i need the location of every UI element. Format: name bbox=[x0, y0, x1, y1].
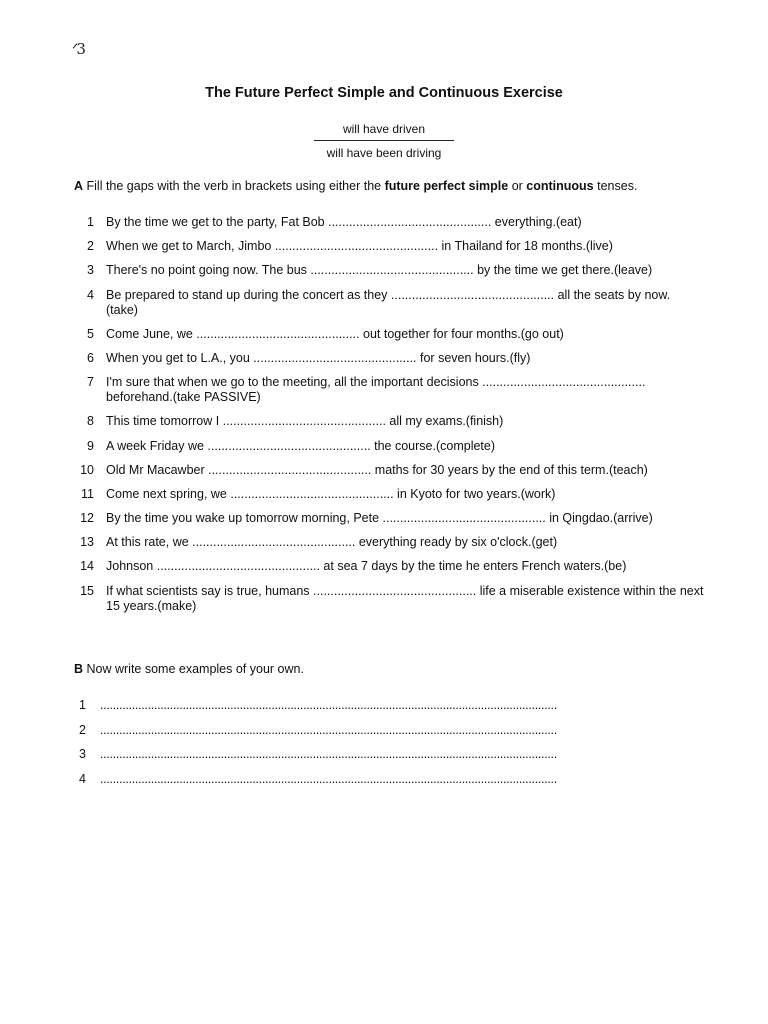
exercise-item bbox=[64, 439, 704, 454]
exercise-number: 3 bbox=[87, 263, 94, 278]
section-a-letter: A bbox=[74, 179, 84, 193]
exercise-sentence: I'm sure that when we go to the meeting, all the important decisions ............................................... beforehand.(take PASSIVE) bbox=[106, 375, 646, 405]
exercise-number: 15 bbox=[80, 583, 94, 598]
exercise-sentence: By the time we get to the party, Fat Bob ............................................... everything.(eat) bbox=[106, 215, 582, 229]
own-example-number: 4 bbox=[79, 771, 86, 786]
exercise-number: 6 bbox=[87, 350, 94, 365]
exercise-number: 1 bbox=[87, 215, 94, 229]
exercise-number: 9 bbox=[87, 438, 94, 453]
formula-future-perfect-simple: will have driven bbox=[314, 122, 454, 141]
exercise-sentence: Be prepared to stand up during the concert as they ............................................... all the seats by now. (take) bbox=[106, 287, 671, 317]
worksheet-title: The Future Perfect Simple and Continuous Exercise bbox=[205, 85, 563, 101]
exercise-item bbox=[64, 559, 704, 574]
section-b-text: Now write some examples of your own. bbox=[83, 662, 304, 676]
exercise-number: 12 bbox=[80, 511, 94, 526]
exercise-sentence: At this rate, we ............................................... everything ready by six o'clock.(get) bbox=[106, 535, 558, 550]
own-example-line bbox=[64, 772, 557, 787]
exercise-sentence: There's no point going now. The bus ............................................... by the time we get there.(leave) bbox=[106, 263, 653, 278]
exercise-number: 8 bbox=[87, 414, 94, 429]
formula-future-perfect-continuous: will have been driving bbox=[326, 146, 442, 160]
tense-formula bbox=[314, 122, 454, 160]
instruction-bold-continuous: continuous bbox=[526, 179, 594, 193]
own-example-number: 3 bbox=[79, 747, 86, 761]
exercise-sentence: By the time you wake up tomorrow morning, Pete ............................................... in Qingdao.(arrive) bbox=[106, 511, 653, 526]
exercise-sentence: When you get to L.A., you ............................................... for seven hours.(fly) bbox=[106, 350, 531, 365]
exercise-item bbox=[64, 487, 704, 502]
exercise-sentence: When we get to March, Jimbo ............................................... in Thailand for 18 months.(live) bbox=[106, 239, 613, 254]
section-b-instruction bbox=[74, 662, 304, 676]
exercise-item bbox=[64, 288, 704, 318]
exercise-sentence: This time tomorrow I ............................................... all my exams.(finish) bbox=[106, 414, 504, 429]
exercise-item bbox=[64, 584, 704, 614]
exercise-item bbox=[64, 511, 704, 526]
exercise-item bbox=[64, 263, 704, 278]
own-example-number: 1 bbox=[79, 698, 86, 712]
handwritten-page-mark: ᐟ3 bbox=[72, 40, 84, 58]
exercise-item bbox=[64, 375, 704, 405]
exercise-number: 11 bbox=[81, 486, 94, 501]
exercise-sentence: A week Friday we ............................................... the course.(complete) bbox=[106, 438, 496, 453]
exercise-item bbox=[64, 239, 704, 254]
exercise-number: 7 bbox=[87, 375, 94, 390]
exercise-sentence: If what scientists say is true, humans ............................................... life a miserable existence within the next 15 years.(make) bbox=[106, 583, 704, 613]
exercise-item bbox=[64, 414, 704, 429]
exercise-number: 2 bbox=[87, 239, 94, 254]
exercise-item bbox=[64, 215, 704, 230]
exercise-sentence: Old Mr Macawber ............................................... maths for 30 years by the end of this term.(teach) bbox=[106, 462, 648, 477]
exercise-sentence: Come June, we ............................................... out together for four months.(go out) bbox=[106, 326, 564, 341]
own-examples-list bbox=[64, 698, 557, 796]
exercise-item bbox=[64, 351, 704, 366]
section-b-letter: B bbox=[74, 662, 84, 676]
own-example-blank: ................................................................................................................................................ bbox=[100, 698, 557, 712]
instruction-text-3: tenses. bbox=[593, 179, 638, 193]
exercise-number: 5 bbox=[87, 326, 94, 341]
own-example-line bbox=[64, 747, 557, 762]
exercise-number: 13 bbox=[80, 535, 94, 550]
exercise-list bbox=[64, 215, 704, 623]
exercise-number: 10 bbox=[80, 462, 94, 477]
own-example-number: 2 bbox=[79, 722, 86, 737]
exercise-item bbox=[64, 327, 704, 342]
exercise-item bbox=[64, 463, 704, 478]
exercise-item bbox=[64, 535, 704, 550]
own-example-blank: ................................................................................................................................................ bbox=[100, 747, 557, 761]
instruction-bold-simple: future perfect simple bbox=[384, 179, 509, 193]
exercise-number: 14 bbox=[80, 559, 94, 574]
exercise-number: 4 bbox=[87, 287, 94, 302]
own-example-blank: ................................................................................................................................................ bbox=[100, 722, 557, 737]
instruction-text-2: or bbox=[508, 179, 527, 193]
exercise-sentence: Come next spring, we ............................................... in Kyoto for two years.(work) bbox=[106, 486, 556, 501]
instruction-text-1: Fill the gaps with the verb in brackets using either the bbox=[83, 179, 385, 193]
own-example-line bbox=[64, 698, 557, 713]
exercise-sentence: Johnson ............................................... at sea 7 days by the time he enters French waters.(be) bbox=[106, 559, 627, 574]
own-example-line bbox=[64, 723, 557, 738]
own-example-blank: ................................................................................................................................................ bbox=[100, 771, 557, 786]
section-a-instruction bbox=[74, 179, 637, 193]
